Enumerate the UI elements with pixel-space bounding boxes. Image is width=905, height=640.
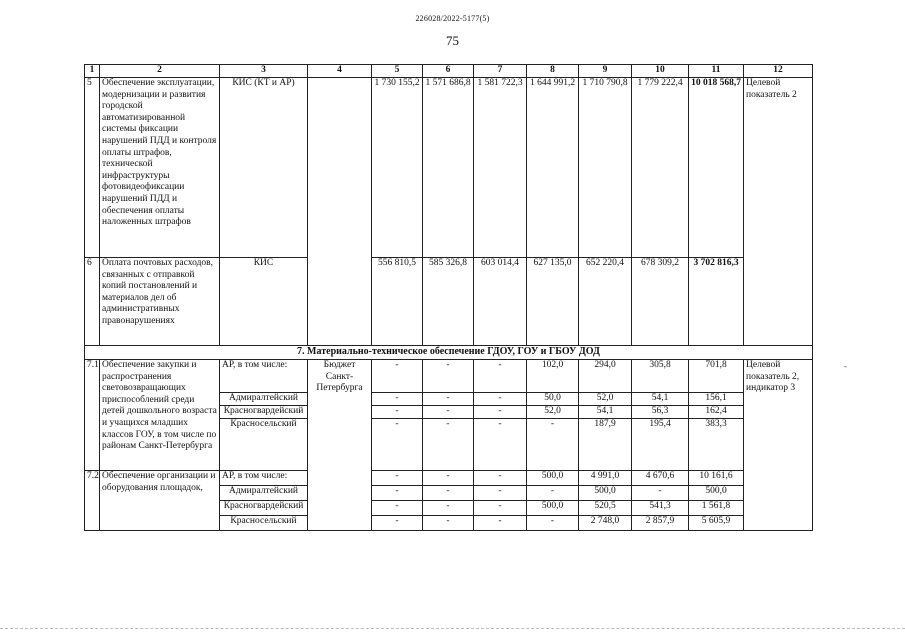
value-col7: - <box>474 501 527 516</box>
total-value: 701,8 <box>689 360 744 393</box>
executor-cell: Красносельский <box>220 516 308 531</box>
value-col10: 305,8 <box>632 360 689 393</box>
header-cell: 12 <box>744 65 813 78</box>
header-cell: 6 <box>423 65 474 78</box>
header-cell: 8 <box>527 65 579 78</box>
result-indicator: Целевой показатель 2, индикатор 3 <box>744 360 813 531</box>
value-col5: - <box>372 360 423 393</box>
total-value: 10 018 568,7 <box>689 78 744 258</box>
value-col9: 4 991,0 <box>579 471 632 486</box>
measure-description: Оплата почтовых расходов, связанных с отправкой копий постановлений и материалов дел об административных правонарушениях <box>100 258 220 346</box>
table-row-5 <box>85 78 813 258</box>
header-row <box>85 65 813 78</box>
value-col5: - <box>372 406 423 419</box>
executor-cell: Красносельский <box>220 419 308 471</box>
value-col7: - <box>474 406 527 419</box>
value-col8: 52,0 <box>527 406 579 419</box>
value-col5: 556 810,5 <box>372 258 423 346</box>
value-col6: 585 326,8 <box>423 258 474 346</box>
executor-cell: Адмиралтейский <box>220 486 308 501</box>
row-number: 7.2 <box>85 471 100 531</box>
total-value: 156,1 <box>689 393 744 406</box>
total-value: 162,4 <box>689 406 744 419</box>
value-col10: 54,1 <box>632 393 689 406</box>
section-heading: 7. Материально-техническое обеспечение ГДОУ, ГОУ и ГБОУ ДОД <box>85 346 813 360</box>
value-col6: - <box>423 419 474 471</box>
value-col5: - <box>372 471 423 486</box>
header-cell: 10 <box>632 65 689 78</box>
value-col9: 294,0 <box>579 360 632 393</box>
value-col5: - <box>372 419 423 471</box>
value-col10: 4 670,6 <box>632 471 689 486</box>
value-col5: - <box>372 486 423 501</box>
value-col10: 541,3 <box>632 501 689 516</box>
value-col5: - <box>372 516 423 531</box>
value-col6: - <box>423 406 474 419</box>
value-col8: 627 135,0 <box>527 258 579 346</box>
value-col7: - <box>474 360 527 393</box>
value-col6: 1 571 686,8 <box>423 78 474 258</box>
page-bottom-divider <box>0 628 905 630</box>
executor-cell: АР, в том числе: <box>220 360 308 393</box>
value-col5: - <box>372 393 423 406</box>
value-col10: 195,4 <box>632 419 689 471</box>
executor-cell: КИС <box>220 258 308 346</box>
margin-mark: - <box>844 361 847 371</box>
value-col8: - <box>527 486 579 501</box>
executor-cell: АР, в том числе: <box>220 471 308 486</box>
value-col8: - <box>527 419 579 471</box>
executor-cell: Красногвардейский <box>220 406 308 419</box>
value-col6: - <box>423 486 474 501</box>
value-col7: - <box>474 419 527 471</box>
table-row-6 <box>85 258 813 346</box>
value-col7: - <box>474 486 527 501</box>
funding-source-cell <box>308 78 372 346</box>
value-col9: 2 748,0 <box>579 516 632 531</box>
value-col9: 187,9 <box>579 419 632 471</box>
header-cell: 5 <box>372 65 423 78</box>
funding-source-cell: Бюджет Санкт-Петербурга <box>308 360 372 531</box>
header-cell: 9 <box>579 65 632 78</box>
total-value: 3 702 816,3 <box>689 258 744 346</box>
value-col10: - <box>632 486 689 501</box>
executor-cell: КИС (КТ и АР) <box>220 78 308 258</box>
row-number: 6 <box>85 258 100 346</box>
value-col5: 1 730 155,2 <box>372 78 423 258</box>
value-col10: 56,3 <box>632 406 689 419</box>
value-col7: - <box>474 471 527 486</box>
measure-description: Обеспечение закупки и распространения световозвращающих приспособлений среди детей дошкольного возраста и учащихся младших классов ГОУ, в том числе по районам Санкт-Петербурга <box>100 360 220 471</box>
header-cell: 7 <box>474 65 527 78</box>
table-row-7-1 <box>85 360 813 393</box>
value-col9: 52,0 <box>579 393 632 406</box>
value-col6: - <box>423 516 474 531</box>
page-number: 75 <box>446 33 459 48</box>
value-col8: 102,0 <box>527 360 579 393</box>
row-number: 5 <box>85 78 100 258</box>
value-col9: 520,5 <box>579 501 632 516</box>
total-value: 1 561,8 <box>689 501 744 516</box>
executor-cell: Красногвардейский <box>220 501 308 516</box>
value-col6: - <box>423 393 474 406</box>
value-col5: - <box>372 501 423 516</box>
value-col8: 500,0 <box>527 501 579 516</box>
value-col7: - <box>474 393 527 406</box>
executor-cell: Адмиралтейский <box>220 393 308 406</box>
value-col7: 1 581 722,3 <box>474 78 527 258</box>
row-number: 7.1 <box>85 360 100 471</box>
total-value: 383,3 <box>689 419 744 471</box>
total-value: 10 161,6 <box>689 471 744 486</box>
value-col9: 1 710 790,8 <box>579 78 632 258</box>
header-cell: 4 <box>308 65 372 78</box>
value-col7: 603 014,4 <box>474 258 527 346</box>
value-col7: - <box>474 516 527 531</box>
value-col6: - <box>423 471 474 486</box>
value-col9: 54,1 <box>579 406 632 419</box>
program-table <box>84 64 813 531</box>
value-col9: 500,0 <box>579 486 632 501</box>
total-value: 500,0 <box>689 486 744 501</box>
header-cell: 11 <box>689 65 744 78</box>
header-cell: 3 <box>220 65 308 78</box>
measure-description: Обеспечение эксплуатации, модернизации и развития городской автоматизированной системы фиксации нарушений ПДД и контроля оплаты штрафов, технической инфраструктуры фотовидеофиксации нарушений ПДД и обеспечения оплаты наложенных штрафов <box>100 78 220 258</box>
document-id: 226028/2022-5177(5) <box>415 14 490 23</box>
result-indicator: Целевой показатель 2 <box>744 78 813 346</box>
section-row <box>85 346 813 360</box>
value-col10: 2 857,9 <box>632 516 689 531</box>
value-col10: 678 309,2 <box>632 258 689 346</box>
value-col8: 50,0 <box>527 393 579 406</box>
value-col6: - <box>423 501 474 516</box>
table-row-7-2 <box>85 471 813 486</box>
value-col8: 1 644 991,2 <box>527 78 579 258</box>
value-col10: 1 779 222,4 <box>632 78 689 258</box>
value-col8: 500,0 <box>527 471 579 486</box>
total-value: 5 605,9 <box>689 516 744 531</box>
header-cell: 2 <box>100 65 220 78</box>
header-cell: 1 <box>85 65 100 78</box>
value-col6: - <box>423 360 474 393</box>
measure-description: Обеспечение организации и оборудования площадок, <box>100 471 220 531</box>
value-col9: 652 220,4 <box>579 258 632 346</box>
value-col8: - <box>527 516 579 531</box>
